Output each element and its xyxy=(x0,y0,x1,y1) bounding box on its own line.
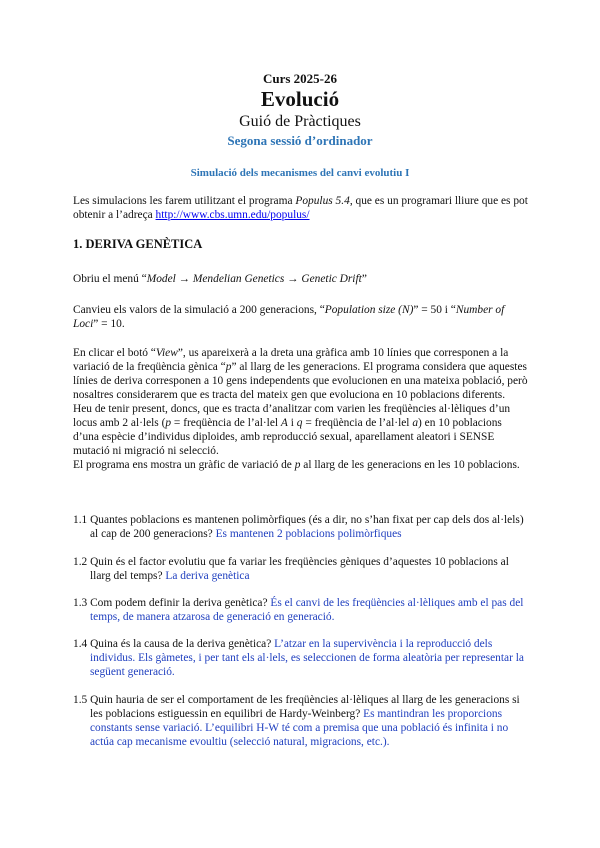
question-1-3: 1.3 Com podem definir la deriva genètica? És el canvi de les freqüències al·lèliques amb el pas del temps, de manera atzarosa de generació en generació. xyxy=(73,597,524,623)
question-1-2: 1.2 Quin és el factor evolutiu que fa variar les freqüències gèniques d’aquestes 10 poblacions al llarg del temps? La deriva genètica xyxy=(73,556,509,582)
answer-1-3: És el canvi de les freqüències al·lèliques amb el pas del temps, de manera atzarosa de generació en generació. xyxy=(90,597,524,623)
guide-subtitle: Guió de Pràctiques xyxy=(239,113,361,130)
menu-instruction: Obriu el menú “Model → Mendelian Genetics → Genetic Drift” xyxy=(73,273,367,285)
course-year: Curs 2025-26 xyxy=(262,71,338,86)
section-subtitle: Simulació dels mecanismes del canvi evolutiu I xyxy=(190,167,410,179)
question-1-1: 1.1 Quantes poblacions es mantenen polimòrfiques (és a dir, no s’han fixat per cap dels dos al·lels) al cap de 200 generacions? Es mantenen 2 poblacions polimòrfiques xyxy=(73,514,524,540)
settings-instruction: Canvieu els valors de la simulació a 200 generacions, “Population size (N)” = 50 i “Number of Loci” = 10. xyxy=(73,304,505,330)
menu-path: Model → Mendelian Genetics → Genetic Drift xyxy=(146,273,362,285)
question-1-4: 1.4 Quina és la causa de la deriva genètica? L’atzar en la supervivència i la reproducció dels individus. Els gàmetes, i per tant els al·lels, es seleccionen de forma aleatòria per representar la següent generació. xyxy=(73,638,524,678)
document-header xyxy=(0,71,600,149)
page-title: Evolució xyxy=(260,87,340,111)
answer-1-5: Es mantindran les proporcions constants sense variació. L’equilibri H-W té com a premisa que una població és infinita i no actúa cap mecanisme evoultiu (selecció natural, migracions, etc.). xyxy=(90,708,509,748)
answer-1-1: Es mantenen 2 poblacions polimòrfiques xyxy=(215,528,402,540)
intro-paragraph: Les simulacions les farem utilitzant el programa Populus 5.4, que es un programari lliure que es pot obtenir a l’adreça http://www.cbs.umn.edu/populus/ xyxy=(73,195,528,221)
explanation-paragraph: En clicar el botó “View”, us apareixerà a la dreta una gràfica amb 10 línies que corresponen a la variació de la freqüència gènica “p” al llarg de les generacions. El programa considera que aquestes línies de deriva corresponen a 10 gens independents que evolucionen en una mateixa població, però nosaltres considerarem que es tracta del mateix gen que evoluciona en 10 poblacions diferents. Heu de tenir present, doncs, que es tracta d’analitzar com varien les freqüències al·lèliques d’un locus amb 2 al·lels (p = freqüència de l’al·lel A i q = freqüència de l’al·lel a) en 10 poblacions d’una espècie d’individus diploides, amb reproducció sexual, aparellament aleatori i SENSE mutació ni migració ni selecció. El programa ens mostra un gràfic de variació de p al llarg de les generacions en les 10 poblacions. xyxy=(73,347,528,471)
populus-url-link[interactable]: http://www.cbs.umn.edu/populus/ xyxy=(155,209,310,221)
answer-1-4: L’atzar en la supervivència i la reproducció dels individus. Els gàmetes, i per tant els al·lels, es seleccionen de forma aleatòria per representar la següent generació. xyxy=(90,638,524,678)
session-subtitle: Segona sessió d’ordinador xyxy=(227,133,373,148)
answer-1-2: La deriva genètica xyxy=(165,570,250,582)
program-name: Populus 5.4 xyxy=(295,195,350,207)
section-heading: 1. DERIVA GENÈTICA xyxy=(73,237,203,251)
question-1-5: 1.5 Quin hauria de ser el comportament de les freqüències al·lèliques al llarg de les generacions si les poblacions estiguessin en equilibri de Hardy-Weinberg? Es mantindran les proporcions constants sense variació. L’equilibri H-W té com a premisa que una població és infinita i no actúa cap mecanisme evoultiu (selecció natural, migracions, etc.). xyxy=(73,694,520,748)
